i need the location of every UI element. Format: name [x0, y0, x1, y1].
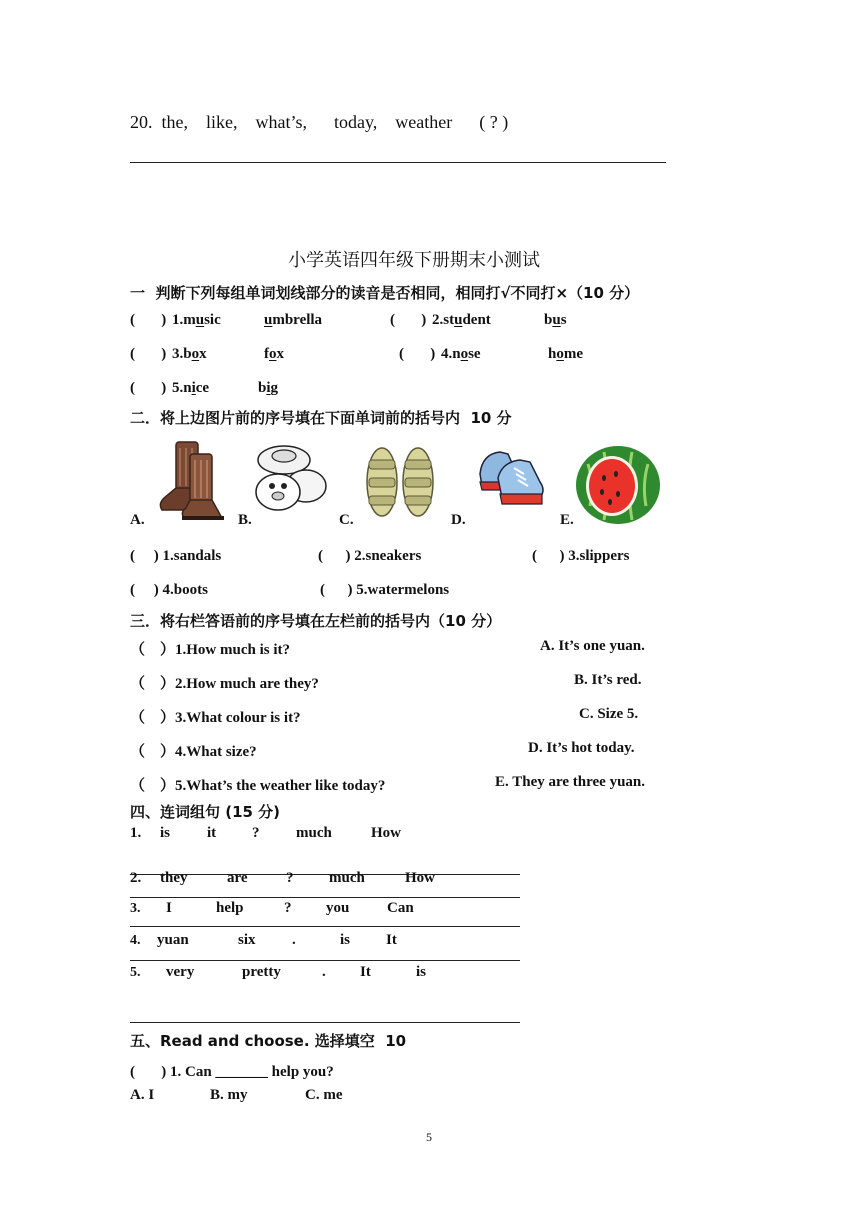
s2-item-2: ( ) 2.sneakers — [318, 548, 422, 564]
answer-line-20 — [130, 162, 666, 163]
s3-question-3: （ ）3.What colour is it? — [130, 710, 301, 726]
s2-item-4: ( ) 4.boots — [130, 582, 208, 598]
s1-item5-paren: ( ) — [130, 380, 167, 396]
picture-letter-c: C. — [339, 512, 354, 528]
s4-row5-word5: is — [416, 964, 427, 980]
s4-row5-word2: pretty — [242, 964, 281, 980]
s1-item5: 5.nice — [172, 380, 210, 396]
boots-picture — [154, 438, 228, 522]
s4-row2-word2: are — [227, 870, 248, 886]
s1-item2-word2: bus — [544, 312, 567, 328]
s2-item-3: ( ) 3.slippers — [532, 548, 630, 564]
s5-option-a: A. I — [130, 1087, 155, 1103]
s4-row3-word2: help — [216, 900, 244, 916]
s4-row2-num: 2. — [130, 870, 142, 886]
s4-row2-word4: much — [329, 870, 365, 886]
s4-row3-word3: ? — [284, 900, 292, 916]
s4-row5-word4: It — [360, 964, 371, 980]
s4-row1-word2: it — [207, 825, 217, 841]
s4-row2-word5: How — [405, 870, 435, 886]
s4-row5-word3: . — [322, 964, 326, 980]
s5-option-b: B. my — [210, 1087, 248, 1103]
picture-letter-e: E. — [560, 512, 574, 528]
s2-item-1: ( ) 1.sandals — [130, 548, 222, 564]
s4-row4-word4: is — [340, 932, 351, 948]
section2-heading: 二．将上边图片前的序号填在下面单词前的括号内 10 分 — [130, 409, 512, 427]
s1-item2-paren: ( ) — [390, 312, 427, 328]
s4-row5-word1: very — [166, 964, 195, 980]
s3-answer-b: B. It’s red. — [574, 672, 642, 688]
s1-item3: 3.box — [172, 346, 207, 362]
slippers-picture — [250, 442, 328, 512]
s1-item1-paren: ( ) — [130, 312, 167, 328]
s1-item3-paren: ( ) — [130, 346, 167, 362]
s4-row3-word5: Can — [387, 900, 414, 916]
s1-item1: 1.music — [172, 312, 221, 328]
picture-letter-d: D. — [451, 512, 466, 528]
s4-answer-line-4 — [130, 960, 520, 961]
s4-row4-num: 4. — [130, 933, 141, 948]
s4-row4-word5: It — [386, 932, 397, 948]
s3-answer-c: C. Size 5. — [579, 706, 639, 722]
s4-row3-word4: you — [326, 900, 350, 916]
s1-item3-word2: fox — [264, 346, 284, 362]
page-title: 小学英语四年级下册期末小测试 — [288, 250, 540, 271]
section1-heading: 一 判断下列每组单词划线部分的读音是否相同，相同打√不同打×（10 分） — [130, 284, 640, 302]
s4-row2-word1: they — [160, 870, 188, 886]
s3-answer-d: D. It’s hot today. — [528, 740, 635, 756]
s1-item5-word2: big — [258, 380, 279, 396]
picture-letter-b: B. — [238, 512, 252, 528]
s4-answer-line-5 — [130, 1022, 520, 1023]
s4-row1-word1: is — [160, 825, 171, 841]
section3-heading: 三．将右栏答语前的序号填在左栏前的括号内（10 分） — [130, 612, 502, 630]
s1-item4: 4.nose — [441, 346, 481, 362]
section4-heading: 四、连词组句 (15 分) — [130, 803, 281, 821]
s4-answer-line-3 — [130, 926, 520, 927]
s1-item4-word2: home — [548, 346, 583, 362]
s4-row1-word3: ? — [252, 825, 260, 841]
s4-row1-word4: much — [296, 825, 332, 841]
s4-row2-word3: ? — [286, 870, 294, 886]
sneakers-picture — [474, 444, 552, 516]
watermelon-picture — [574, 444, 662, 526]
sandals-picture — [362, 446, 440, 518]
s3-answer-a: A. It’s one yuan. — [540, 638, 645, 654]
s4-row4-word1: yuan — [157, 932, 189, 948]
page-number: 5 — [426, 1130, 432, 1144]
s1-item1-word2: umbrella — [264, 312, 323, 328]
s4-row4-word2: six — [238, 932, 256, 948]
picture-letter-a: A. — [130, 512, 145, 528]
s1-item2: 2.student — [432, 312, 491, 328]
s3-question-5: （ ）5.What’s the weather like today? — [130, 778, 386, 794]
s5-option-c: C. me — [305, 1087, 343, 1103]
s4-row3-word1: I — [166, 900, 172, 916]
question-20: 20. the, like, what’s, today, weather ( ? ) — [130, 112, 509, 132]
s4-row4-word3: . — [292, 932, 296, 948]
s4-row5-num: 5. — [130, 965, 141, 980]
s4-row3-num: 3. — [130, 901, 141, 916]
s3-question-2: （ ）2.How much are they? — [130, 676, 319, 692]
s2-item-5: ( ) 5.watermelons — [320, 582, 450, 598]
s1-item4-paren: ( ) — [399, 346, 436, 362]
s4-row1-word5: How — [371, 825, 401, 841]
s3-answer-e: E. They are three yuan. — [495, 774, 646, 790]
s4-row1-num: 1. — [130, 825, 142, 841]
s3-question-4: （ ）4.What size? — [130, 744, 257, 760]
s3-question-1: （ ）1.How much is it? — [130, 642, 291, 658]
s5-question-1: ( ) 1. Can _______ help you? — [130, 1064, 334, 1080]
s4-answer-line-1 — [130, 874, 520, 875]
section5-heading: 五、Read and choose. 选择填空 10 — [130, 1032, 407, 1050]
s4-answer-line-2 — [130, 897, 520, 898]
